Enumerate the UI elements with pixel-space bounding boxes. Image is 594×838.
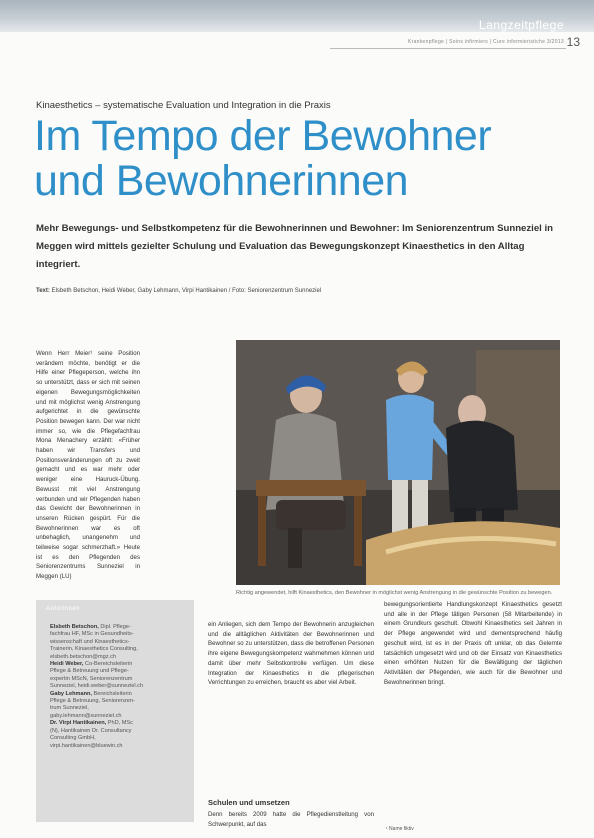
author-info-line: Pflege & Betreuung, Seniorenzen- bbox=[50, 698, 135, 705]
author-entry bbox=[50, 624, 186, 661]
author-name: Heidi Weber, bbox=[50, 661, 84, 668]
photo-caption: Richtig angewendet, hilft Kinaesthetics, den Bewohner in möglichst wenig Anstrengung in die gewünschte Position zu bewegen. bbox=[236, 590, 553, 596]
header-rule bbox=[330, 48, 566, 49]
article-title bbox=[34, 114, 574, 204]
author-info-line: Bereichsleiterin bbox=[93, 690, 132, 697]
article-lead: Mehr Bewegungs- und Selbstkompetenz für die Bewohnerinnen und Bewohner: Im Seniorenzentrum Sunneziel in Meggen wird mittels gezielter Schulung und Evaluation das Bewegungskonzept Kinaesthetics in den Alltag integriert. bbox=[36, 223, 554, 270]
article-title-line-1: Im Tempo der Bewohner bbox=[34, 112, 492, 160]
article-kicker: Kinaesthetics – systematische Evaluation und Integration in die Praxis bbox=[36, 100, 331, 111]
author-name: Gaby Lehmann, bbox=[50, 690, 92, 697]
authors-box bbox=[36, 600, 194, 822]
credits-text: Elsbeth Betschon, Heidi Weber, Gaby Lehmann, Virpi Hantikainen / Foto: Seniorenzentrum Sunneziel bbox=[51, 288, 322, 294]
author-info-line: Sunneziel, heidi.weber@sunneziel.ch bbox=[50, 683, 144, 690]
author-info-line: fachfrau HF, MSc in Gesundheits- bbox=[50, 631, 134, 638]
author-info-line: Trainerin, Kinaesthetics Consulting, bbox=[50, 646, 138, 653]
author-info-line: Dipl. Pflege- bbox=[100, 624, 131, 630]
author-info-line: expertin MScN, Seniorenzentrum bbox=[50, 675, 133, 682]
author-info-line: elsbeth.betschon@mgz.ch bbox=[50, 653, 117, 660]
section-subheading: Schulen und umsetzen bbox=[208, 798, 290, 807]
authors-list bbox=[50, 624, 186, 750]
author-name: Dr. Virpi Hantikainen, bbox=[50, 720, 107, 727]
footnote: ¹ Name fiktiv bbox=[386, 826, 414, 832]
care-scene-illustration bbox=[236, 340, 560, 585]
article-photo bbox=[236, 340, 560, 585]
author-info-line: PhD, MSc bbox=[107, 720, 133, 727]
author-info-line: virpi.hantikainen@bluewin.ch bbox=[50, 742, 123, 749]
article-title-line-2: und Bewohnerinnen bbox=[34, 157, 409, 205]
author-info-line: gaby.lehmann@sunneziel.ch bbox=[50, 712, 122, 719]
author-entry bbox=[50, 720, 186, 750]
author-info-line: wissenschaft und Kinaesthetics- bbox=[50, 638, 130, 645]
body-column-2-continued: Denn bereits 2009 hatte die Pflegedienstleitung von Schwerpunkt, auf das bbox=[208, 811, 374, 828]
running-head: Krankenpflege | Soins infirmiers | Cure infermieristiche 3/2013 bbox=[407, 39, 564, 45]
section-title: Langzeitpflege bbox=[478, 18, 564, 32]
body-column-3: bewegungsorientierte Handlungskonzept Kinaesthetics gesetzt und alle in der Pflege tätigen Personen (58 Mitarbeitende) in einem Grundkurs geschult. Obwohl Kinaesthetics seit Jahren in der Pflege angewendet wird und dementsprechend häufig geschult wird, ist es in der Praxis oft unklar, ob das Gelernte tatsächlich umgesetzt wird und ob der Einsatz von Kinaesthetics einen erhöhten Nutzen für die Bewältigung der täglichen Aktivitäten der Pflegenden, wie auch für die Bewohner und Bewohnerinnen bringt. bbox=[384, 601, 562, 686]
author-info-line: (N), Hantikainen Dr. Consultancy bbox=[50, 727, 132, 734]
author-name: Elsbeth Betschon, bbox=[50, 624, 99, 630]
author-entry bbox=[50, 661, 186, 691]
author-info-line: Pflege & Betreuung und Pflege- bbox=[50, 668, 129, 675]
credits-label: Text: bbox=[36, 288, 50, 294]
author-info-line: trum Sunneziel, bbox=[50, 705, 89, 712]
author-info-line: Co-Bereichsleiterin bbox=[85, 661, 133, 668]
body-column-1: Wenn Herr Meier¹ seine Position verändern möchte, benötigt er die Hilfe einer Pflegeperson, welche ihn so unterstützt, dass er sich mit seinen eigenen Bewegungsmöglichkeiten und mit möglichst wenig Anstrengung aufgerichtet in die gewünschte Position bewegen kann. Der war nicht immer so, wie die Pflegefachfrau Mona Menachery erzählt: «Früher haben wir Transfers und Positionsveränderungen oft zu zweit gemacht und es war mehr oder weniger eine Hauruck-Übung. Bewusst mit viel Anstrengung verbunden und wir Pflegenden haben das Gewicht der Bewohnerinnen in unseren Rücken gespürt. Für die Bewohnerinnen war es oft unbehaglich, unangenehm und teilweise sogar schmerzhaft.» Heute ist es den Pflegenden des Seniorenzentrums Sunneziel in Meggen (LU) bbox=[36, 350, 140, 581]
authors-box-title: Autorinnen bbox=[46, 606, 81, 612]
article-credits bbox=[36, 288, 321, 294]
author-info-line: Consulting GmbH, bbox=[50, 735, 96, 742]
body-column-2: ein Anliegen, sich dem Tempo der Bewohnerin anzugleichen und die alltäglichen Aktivitäten der Bewohnerinnen und Bewohner so zu unterstützen, dass die betroffenen Personen ihre eigene Bewegungskompetenz wahrnehmen können und damit über mehr Selbstkontrolle verfügen. Um diese Integration der Kinaesthetics in die pflegerischen Verrichtungen zu erreichen, braucht es aber viel Arbeit. bbox=[208, 621, 374, 687]
author-entry bbox=[50, 691, 186, 721]
page-number: 13 bbox=[566, 35, 580, 49]
